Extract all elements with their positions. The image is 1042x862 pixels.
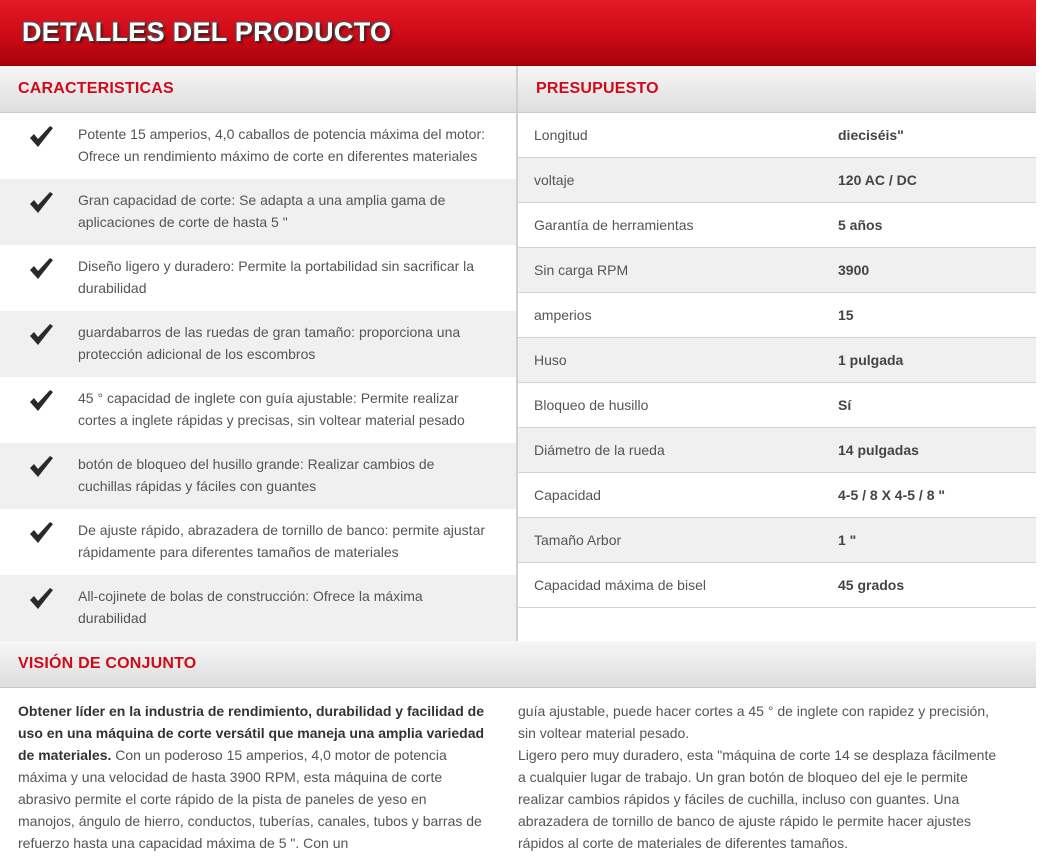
spec-key: Huso <box>534 352 567 368</box>
spec-value: 14 pulgadas <box>838 442 919 458</box>
spec-value: 1 pulgada <box>838 352 904 368</box>
spec-row <box>518 338 1036 383</box>
spec-row <box>518 248 1036 293</box>
spec-key: Tamaño Arbor <box>534 532 622 548</box>
feature-text-line: cuchillas rápidas y fáciles con guantes <box>78 478 317 494</box>
spec-value: 45 grados <box>838 577 905 593</box>
feature-text-line: botón de bloqueo del husillo grande: Realizar cambios de <box>78 456 435 472</box>
banner-title: DETALLES DEL PRODUCTO <box>22 17 392 47</box>
spec-row <box>518 563 1036 608</box>
feature-text-line: protección adicional de los escombros <box>78 346 316 362</box>
feature-text-line: durabilidad <box>78 280 147 296</box>
spec-row <box>518 473 1036 518</box>
overview-line: máxima y una velocidad de hasta 3900 RPM, esta máquina de corte <box>18 769 443 785</box>
spec-value: dieciséis" <box>838 127 904 143</box>
spec-row <box>518 293 1036 338</box>
budget-heading-bar <box>518 66 1036 113</box>
overview-line: a cualquier lugar de trabajo. Un gran botón de bloqueo del eje le permite <box>518 769 968 785</box>
spec-key: Longitud <box>534 127 588 143</box>
feature-item <box>0 113 516 179</box>
spec-value: 120 AC / DC <box>838 172 917 188</box>
spec-key: Capacidad máxima de bisel <box>534 577 706 593</box>
budget-heading: PRESUPUESTO <box>536 80 659 97</box>
feature-text-line: Diseño ligero y duradero: Permite la portabilidad sin sacrificar la <box>78 258 475 274</box>
feature-item <box>0 311 516 377</box>
checkmark-icon <box>28 455 54 479</box>
feature-item <box>0 179 516 245</box>
overview-line: Con un poderoso 15 amperios, 4,0 motor de potencia <box>111 747 447 763</box>
features-heading-bar <box>0 66 516 113</box>
checkmark-icon <box>28 125 54 149</box>
spec-value: 5 años <box>838 217 883 233</box>
feature-text-line: durabilidad <box>78 610 147 626</box>
overview-line: abrasivo permite el corte rápido de la pista de paneles de yeso en <box>18 791 427 807</box>
feature-text-line: Potente 15 amperios, 4,0 caballos de potencia máxima del motor: <box>78 126 486 142</box>
overview-line: guía ajustable, puede hacer cortes a 45 ° de inglete con rapidez y precisión, <box>518 703 990 719</box>
spec-key: voltaje <box>534 172 575 188</box>
features-list <box>0 113 516 641</box>
checkmark-icon <box>28 587 54 611</box>
overview-column-right <box>518 700 1018 854</box>
overview-line: abrazadera de tornillo de banco de ajuste rápido le permite hacer ajustes <box>518 813 971 829</box>
spec-row <box>518 113 1036 158</box>
feature-text-line: cortes a inglete rápidas y precisas, sin voltear material pesado <box>78 412 465 428</box>
feature-text-line: Ofrece un rendimiento máximo de corte en diferentes materiales <box>78 148 478 164</box>
specs-table <box>518 113 1036 642</box>
spec-row-empty <box>518 608 1036 642</box>
spec-row <box>518 158 1036 203</box>
overview-line: refuerzo hasta una capacidad máxima de 5 ". Con un <box>18 835 349 851</box>
overview-line: rápidos al corte de materiales de diferentes tamaños. <box>518 835 848 851</box>
spec-value: 15 <box>838 307 854 323</box>
feature-item <box>0 575 516 641</box>
overview-line: Ligero pero muy duradero, esta "máquina de corte 14 se desplaza fácilmente <box>518 747 997 763</box>
spec-row <box>518 383 1036 428</box>
feature-text-line: Gran capacidad de corte: Se adapta a una amplia gama de <box>78 192 446 208</box>
spec-key: Garantía de herramientas <box>534 217 694 233</box>
checkmark-icon <box>28 257 54 281</box>
features-heading: CARACTERISTICAS <box>18 80 174 97</box>
spec-key: Sin carga RPM <box>534 262 629 278</box>
spec-value: 3900 <box>838 262 870 278</box>
feature-text-line: De ajuste rápido, abrazadera de tornillo de banco: permite ajustar <box>78 522 486 538</box>
feature-item <box>0 443 516 509</box>
overview-line: realizar cambios rápidos y fáciles de cuchilla, incluso con guantes. Una <box>518 791 960 807</box>
overview-bold-line: Obtener líder en la industria de rendimiento, durabilidad y facilidad de <box>18 703 484 719</box>
checkmark-icon <box>28 389 54 413</box>
feature-text-line: aplicaciones de corte de hasta 5 " <box>78 214 288 230</box>
spec-key: amperios <box>534 307 592 323</box>
feature-item <box>0 377 516 443</box>
product-details-banner <box>0 0 1036 66</box>
feature-text-line: All-cojinete de bolas de construcción: Ofrece la máxima <box>78 588 423 604</box>
overview-column-left <box>18 700 500 854</box>
spec-value: 1 " <box>838 532 857 548</box>
spec-key: Diámetro de la rueda <box>534 442 665 458</box>
overview-heading-bar <box>0 641 1036 688</box>
overview-line: sin voltear material pesado. <box>518 725 690 741</box>
spec-value: 4-5 / 8 X 4-5 / 8 " <box>838 487 946 503</box>
overview-bold-line: uso en una máquina de corte versátil que maneja una amplia variedad <box>18 725 485 741</box>
feature-text-line: 45 ° capacidad de inglete con guía ajustable: Permite realizar <box>78 390 459 406</box>
checkmark-icon <box>28 521 54 545</box>
spec-row <box>518 428 1036 473</box>
overview-heading: VISIÓN DE CONJUNTO <box>18 655 197 672</box>
checkmark-icon <box>28 191 54 215</box>
feature-text-line: rápidamente para diferentes tamaños de materiales <box>78 544 399 560</box>
spec-value: Sí <box>838 397 852 413</box>
overview-line: manojos, ángulo de hierro, conductos, tuberías, canales, tubos y barras de <box>18 813 482 829</box>
spec-key: Bloqueo de husillo <box>534 397 649 413</box>
checkmark-icon <box>28 323 54 347</box>
spec-row <box>518 203 1036 248</box>
feature-item <box>0 245 516 311</box>
feature-text-line: guardabarros de las ruedas de gran tamaño: proporciona una <box>78 324 461 340</box>
feature-item <box>0 509 516 575</box>
spec-key: Capacidad <box>534 487 601 503</box>
overview-bold-line: de materiales. <box>18 747 112 763</box>
spec-row <box>518 518 1036 563</box>
